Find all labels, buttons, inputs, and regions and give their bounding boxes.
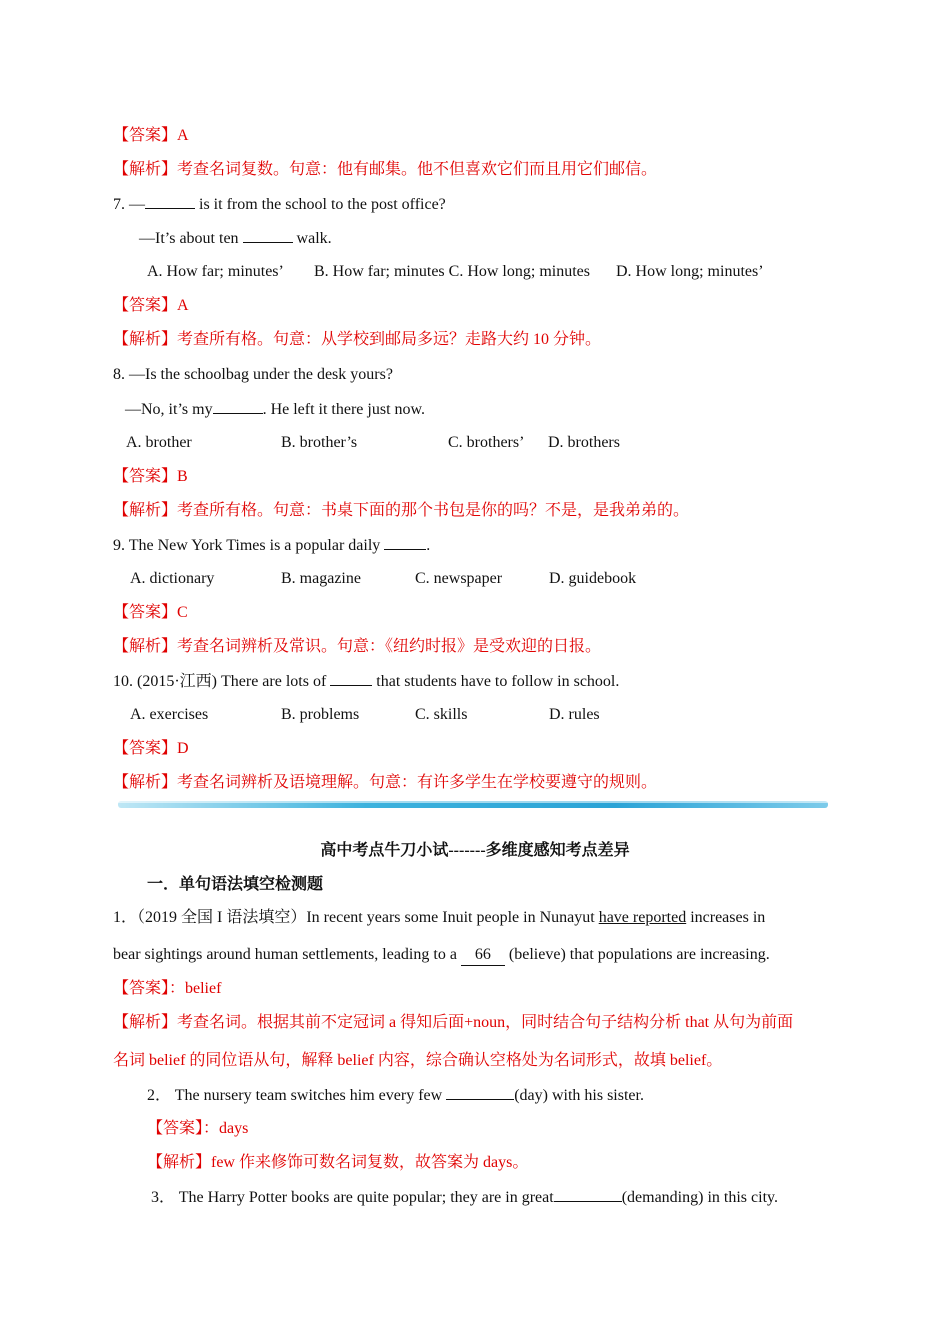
q8-stem: 8. —Is the schoolbag under the desk yours? bbox=[113, 366, 393, 383]
q8-answer: 【答案】B bbox=[113, 468, 188, 485]
q8-analysis: 【解析】考查所有格。句意：书桌下面的那个书包是你的吗？不是，是我弟弟的。 bbox=[113, 502, 690, 519]
s1-line1-text-b: increases in bbox=[686, 909, 766, 926]
q7-blank-2 bbox=[243, 228, 293, 243]
q9-option-c: C. newspaper bbox=[415, 570, 503, 587]
q8-option-d: D. brothers bbox=[548, 434, 620, 451]
section-divider bbox=[118, 801, 828, 808]
q10-option-c: C. skills bbox=[415, 706, 468, 723]
s1-line1-text-a: 1．（2019 全国 I 语法填空）In recent years some Inuit people in Nunayut bbox=[113, 909, 599, 926]
s3-stem-text-a: 3． The Harry Potter books are quite popular; they are in great bbox=[151, 1189, 554, 1206]
s2-analysis: 【解析】few 作来修饰可数名词复数，故答案为 days。 bbox=[147, 1154, 529, 1171]
q8-reply-text-a: —No, it’s my bbox=[125, 401, 213, 418]
q7-reply bbox=[139, 228, 332, 249]
q10-option-b: B. problems bbox=[281, 706, 360, 723]
s1-analysis-line2: 名词 belief 的同位语从句，解释 belief 内容，综合确认空格处为名词形式，故填 belief。 bbox=[113, 1052, 723, 1069]
q10-blank bbox=[330, 671, 372, 686]
q9-option-b: B. magazine bbox=[281, 570, 361, 587]
q9-stem bbox=[113, 535, 430, 556]
q9-option-a: A. dictionary bbox=[130, 570, 215, 587]
q9-stem-text-a: 9. The New York Times is a popular daily bbox=[113, 537, 385, 554]
s1-stem-line2 bbox=[113, 945, 770, 966]
q7-reply-text-b: walk. bbox=[292, 230, 332, 247]
q10-analysis: 【解析】考查名词辨析及语境理解。句意：有许多学生在学校要遵守的规则。 bbox=[113, 774, 658, 791]
q7-stem bbox=[113, 194, 446, 215]
section-subtitle: 一．单句语法填空检测题 bbox=[147, 876, 324, 893]
s3-stem-text-b: (demanding) in this city. bbox=[621, 1189, 778, 1206]
s2-stem-text-a: 2． The nursery team switches him every few bbox=[147, 1087, 447, 1104]
s1-underlined-phrase: have reported bbox=[598, 909, 687, 926]
q7-stem-text-a: 7. — bbox=[113, 196, 145, 213]
q10-stem bbox=[113, 671, 619, 692]
section-title: 高中考点牛刀小试-------多维度感知考点差异 bbox=[320, 842, 630, 859]
q7-option-a: A. How far; minutes’ bbox=[147, 263, 284, 280]
s2-stem-text-b: (day) with his sister. bbox=[514, 1087, 644, 1104]
s1-blank-number: 66 bbox=[461, 945, 505, 966]
q8-option-c: C. brothers’ bbox=[448, 434, 525, 451]
q9-analysis: 【解析】考查名词辨析及常识。句意：《纽约时报》是受欢迎的日报。 bbox=[113, 638, 602, 655]
q10-answer: 【答案】D bbox=[113, 740, 189, 757]
q8-blank bbox=[213, 399, 263, 414]
q7-stem-text-b: is it from the school to the post office? bbox=[195, 196, 446, 213]
s3-blank bbox=[554, 1187, 622, 1202]
q8-reply bbox=[125, 399, 425, 420]
s1-answer: 【答案】：belief bbox=[113, 980, 222, 997]
q9-stem-text-b: . bbox=[426, 537, 431, 554]
s1-stem-line1 bbox=[113, 908, 765, 928]
q9-answer: 【答案】C bbox=[113, 604, 188, 621]
q7-analysis: 【解析】考查所有格。句意：从学校到邮局多远？走路大约 10 分钟。 bbox=[113, 331, 602, 348]
q7-option-bc: B. How far; minutes C. How long; minutes bbox=[314, 263, 590, 280]
q8-reply-text-b: . He left it there just now. bbox=[262, 401, 426, 418]
q6-analysis: 【解析】考查名词复数。句意：他有邮集。他不但喜欢它们而且用它们邮信。 bbox=[113, 161, 658, 178]
s3-stem bbox=[151, 1187, 778, 1208]
q10-stem-text-a: 10. (2015·江西) There are lots of bbox=[113, 673, 331, 690]
s2-stem bbox=[147, 1085, 644, 1106]
q7-reply-text-a: —It’s about ten bbox=[139, 230, 243, 247]
q10-stem-text-b: that students have to follow in school. bbox=[372, 673, 620, 690]
q10-option-d: D. rules bbox=[549, 706, 600, 723]
q6-answer: 【答案】A bbox=[113, 127, 189, 144]
q7-answer: 【答案】A bbox=[113, 297, 189, 314]
q9-option-d: D. guidebook bbox=[549, 570, 637, 587]
q7-option-d: D. How long; minutes’ bbox=[616, 263, 764, 280]
s1-analysis-line1: 【解析】考查名词。根据其前不定冠词 a 得知后面+noun，同时结合句子结构分析 that 从句为前面 bbox=[113, 1014, 794, 1031]
s1-line2-text-b: (believe) that populations are increasing. bbox=[504, 946, 770, 963]
q9-blank bbox=[384, 535, 426, 550]
q8-option-b: B. brother’s bbox=[281, 434, 358, 451]
s1-line2-text-a: bear sightings around human settlements, leading to a bbox=[113, 946, 461, 963]
q8-option-a: A. brother bbox=[126, 434, 192, 451]
s2-blank bbox=[446, 1085, 514, 1100]
q10-option-a: A. exercises bbox=[130, 706, 209, 723]
s2-answer: 【答案】：days bbox=[147, 1120, 249, 1137]
q7-blank-1 bbox=[145, 194, 195, 209]
